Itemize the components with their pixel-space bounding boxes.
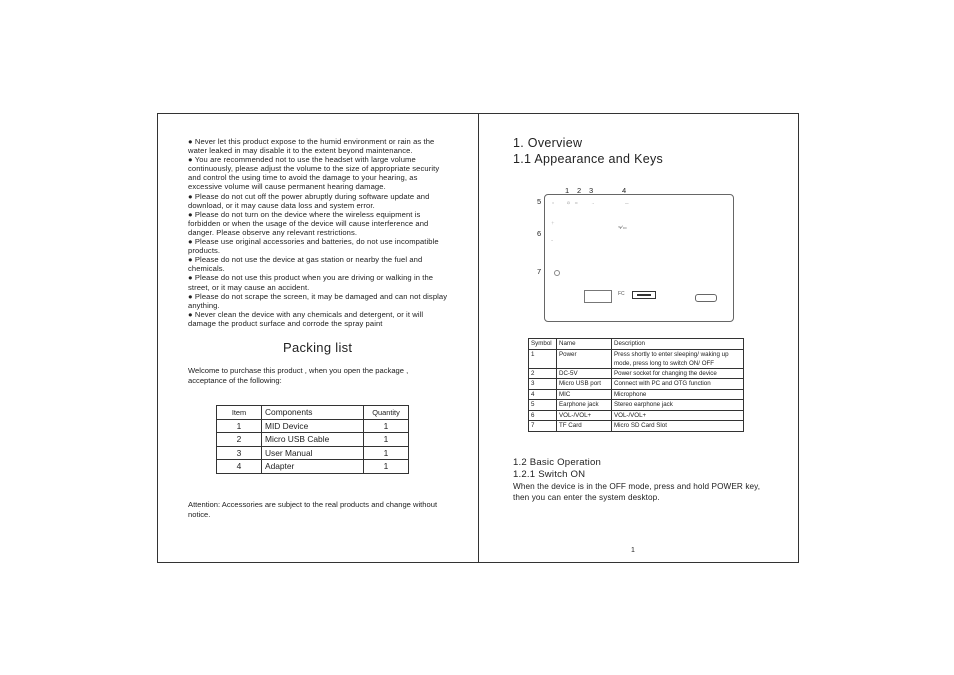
table-row — [529, 410, 744, 421]
table-row — [529, 400, 744, 411]
warnings-list — [188, 137, 448, 328]
switch-on-text: When the device is in the OFF mode, press and hold POWER key, then you can enter the system desktop. — [513, 482, 761, 502]
dc-socket-icon: ═ — [575, 201, 578, 205]
cell-symbol: 3 — [529, 379, 557, 390]
page-number: 1 — [631, 547, 635, 554]
header-components: Components — [262, 406, 364, 420]
certification-icon: FC — [618, 291, 625, 297]
header-name: Name — [557, 339, 612, 350]
table-row — [529, 368, 744, 379]
table-row — [529, 389, 744, 400]
warning-item: ● You are recommended not to use the headset with large volume continuously, please adjust the volume to the size of appropriate security and control the using time to avoid the damage to your hearing, as excessive volume will cause permanent hearing damage. — [188, 155, 440, 192]
overview-title: 1. Overview — [513, 136, 583, 150]
cell-description: Micro SD Card Slot — [612, 421, 744, 432]
cell-name: TF Card — [557, 421, 612, 432]
cell-name: MIC — [557, 389, 612, 400]
cell-description: Connect with PC and OTG function — [612, 379, 744, 390]
switch-on-title: 1.2.1 Switch ON — [513, 468, 586, 480]
warning-item: ● Please do not scrape the screen, it may be damaged and can not display anything. — [188, 291, 448, 310]
packing-table — [216, 405, 409, 474]
cell-name: VOL-/VOL+ — [557, 410, 612, 421]
appearance-title: 1.1 Appearance and Keys — [513, 151, 664, 166]
cell-description: Stereo earphone jack — [612, 400, 744, 411]
table-row — [217, 433, 409, 447]
welcome-text: Welcome to purchase this product , when you open the package , acceptance of the following: — [188, 366, 409, 385]
cell-component: Micro USB Cable — [262, 433, 364, 447]
cell-quantity: 1 — [364, 460, 409, 474]
callout-label: 4 — [622, 186, 627, 195]
packing-list-title: Packing list — [283, 340, 353, 355]
port-icon — [632, 291, 656, 299]
table-header-row — [529, 339, 744, 350]
warning-item: ● Please do not turn on the device where the wireless equipment is forbidden or when the usage of the device will cause interference and danger. Please observe any relevant restrictions. — [188, 209, 429, 237]
symbol-table — [528, 338, 744, 432]
mic-icon: — — [625, 201, 629, 205]
power-icon: ⏻ — [567, 201, 570, 205]
cell-symbol: 2 — [529, 368, 557, 379]
device-outline — [544, 194, 734, 322]
card-slot-icon — [695, 294, 717, 302]
header-description: Description — [612, 339, 744, 350]
cell-description: Power socket for changing the device — [612, 368, 744, 379]
brand-logo: ~∕ ▭ — [618, 225, 627, 231]
cell-description: Microphone — [612, 389, 744, 400]
cell-name: Power — [557, 349, 612, 368]
cell-quantity: 1 — [364, 419, 409, 433]
volume-down-icon: − — [551, 239, 554, 243]
cell-item: 3 — [217, 446, 262, 460]
warning-item: ● Please do not use this product when you are driving or walking in the street, or it may cause an accident. — [188, 273, 434, 292]
cell-component: Adapter — [262, 460, 364, 474]
earphone-icon: ○ — [552, 201, 555, 205]
cell-component: User Manual — [262, 446, 364, 460]
tf-card-icon — [554, 270, 560, 276]
table-row — [529, 421, 744, 432]
header-quantity: Quantity — [364, 406, 409, 420]
overview-heading — [513, 136, 663, 167]
cell-symbol: 7 — [529, 421, 557, 432]
warning-item: ● Never clean the device with any chemicals and detergent, or it will damage the product surface and corrode the spray paint — [188, 309, 424, 328]
header-item: Item — [217, 406, 262, 420]
cell-symbol: 6 — [529, 410, 557, 421]
callout-label: 3 — [589, 186, 594, 195]
callout-label: 2 — [577, 186, 582, 195]
device-label-sticker — [584, 290, 612, 303]
cell-item: 1 — [217, 419, 262, 433]
callout-label: 6 — [537, 229, 542, 238]
cell-quantity: 1 — [364, 446, 409, 460]
table-row — [217, 419, 409, 433]
table-header-row — [217, 406, 409, 420]
cell-symbol: 1 — [529, 349, 557, 368]
callout-label: 7 — [537, 267, 542, 276]
cell-quantity: 1 — [364, 433, 409, 447]
usb-icon: → — [591, 201, 595, 205]
table-row — [529, 379, 744, 390]
attention-note: Attention: Accessories are subject to the real products and change without notice. — [188, 500, 438, 519]
cell-name: DC-5V — [557, 368, 612, 379]
table-row — [529, 349, 744, 368]
warning-item: ● Please use original accessories and batteries, do not use incompatible products. — [188, 237, 439, 256]
callout-label: 1 — [565, 186, 570, 195]
cell-symbol: 5 — [529, 400, 557, 411]
cell-name: Micro USB port — [557, 379, 612, 390]
cell-component: MID Device — [262, 419, 364, 433]
table-row — [217, 446, 409, 460]
cell-item: 2 — [217, 433, 262, 447]
warning-item: ● Never let this product expose to the humid environment or rain as the water leaked in may disable it to the extent beyond maintenance. — [188, 137, 435, 156]
page-divider — [478, 113, 479, 563]
cell-item: 4 — [217, 460, 262, 474]
cell-symbol: 4 — [529, 389, 557, 400]
volume-up-icon: ＋ — [551, 221, 555, 225]
warning-item: ● Please do not use the device at gas station or nearby the fuel and chemicals. — [188, 255, 423, 274]
header-symbol: Symbol — [529, 339, 557, 350]
cell-description: Press shortly to enter sleeping/ waking up mode, press long to switch ON/ OFF — [612, 349, 744, 368]
basic-operation-title: 1.2 Basic Operation — [513, 457, 602, 468]
callout-label: 5 — [537, 197, 542, 206]
warning-item: ● Please do not cut off the power abruptly during software update and download, or it may cause data loss and system error. — [188, 191, 430, 210]
basic-operation-heading — [513, 457, 601, 480]
table-row — [217, 460, 409, 474]
cell-name: Earphone jack — [557, 400, 612, 411]
cell-description: VOL-/VOL+ — [612, 410, 744, 421]
